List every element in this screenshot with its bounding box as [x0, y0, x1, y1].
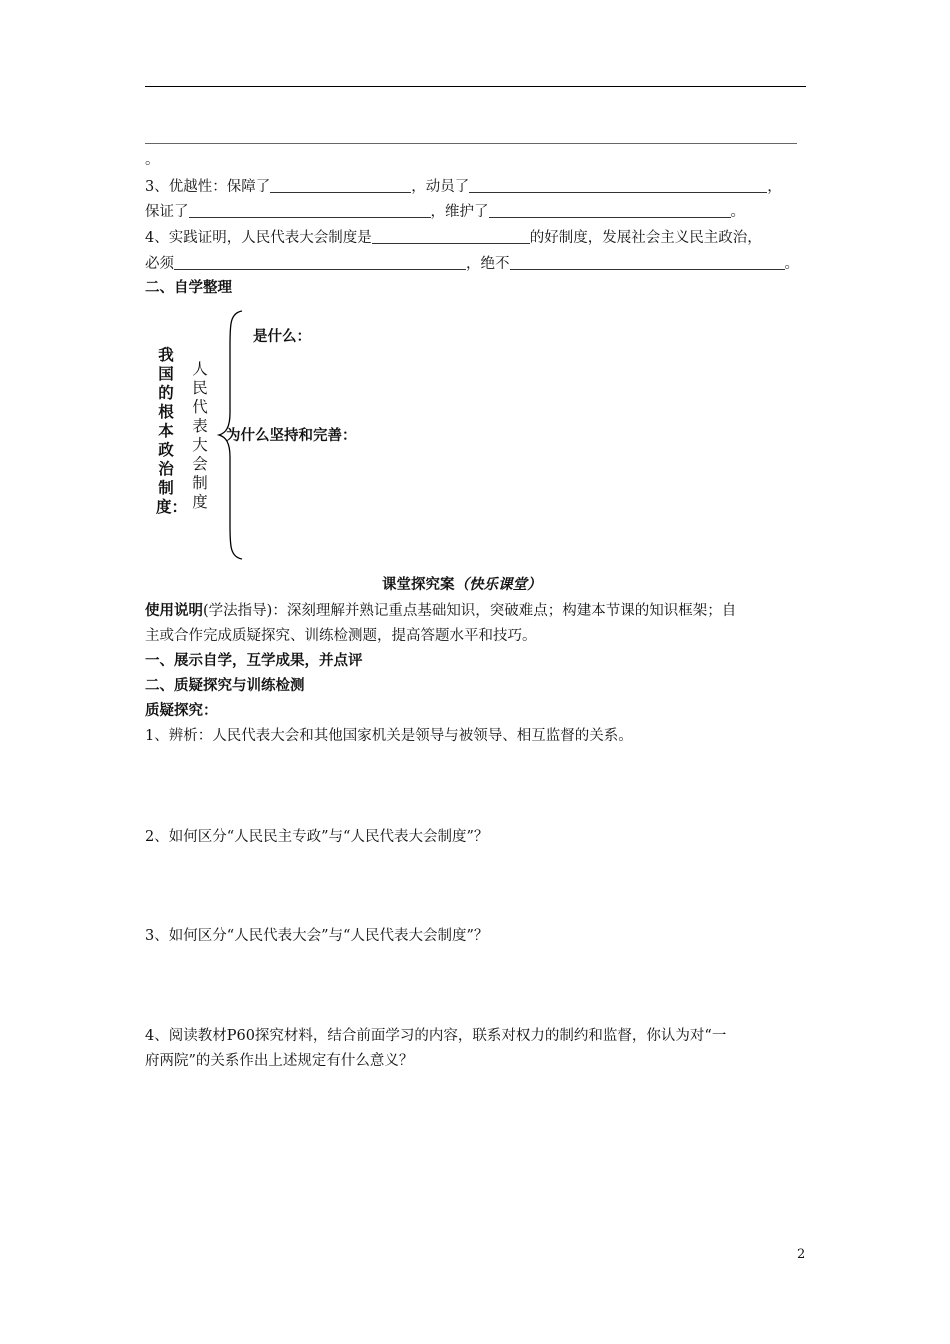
question-1: 1、辨析：人民代表大会和其他国家机关是领导与被领导、相互监督的关系。 — [145, 728, 633, 744]
class-title: 课堂探究案 — [382, 577, 455, 593]
diagram-branch-what: 是什么： — [253, 329, 311, 345]
q3-text-e: ，维护了 — [430, 204, 489, 220]
q3-blank-1[interactable] — [270, 178, 411, 193]
question-3: 3、如何区分“人民代表大会”与“人民代表大会制度”？ — [145, 928, 489, 944]
question-4-line2: 府两院”的关系作出上述规定有什么意义？ — [145, 1053, 414, 1069]
usage-line2: 主或合作完成质疑探究、训练检测题，提高答题水平和技巧。 — [145, 628, 537, 644]
part2-heading: 二、质疑探究与训练检测 — [145, 678, 305, 694]
section2-title: 二、自学整理 — [145, 280, 232, 296]
q3-text-f: 。 — [730, 204, 745, 220]
diagram-outer-label: 我国的根本政治制度： — [156, 346, 188, 516]
diagram-inner-label: 人民代表大会制度 — [192, 360, 208, 511]
top-rule — [145, 86, 806, 87]
q3-line2 — [145, 202, 745, 222]
q4-line1 — [145, 228, 762, 248]
answer-line — [145, 143, 797, 144]
q3-text-d: 保证了 — [145, 204, 189, 220]
page-number: 2 — [797, 1247, 806, 1262]
q4-blank-1[interactable] — [372, 229, 530, 244]
class-heading — [382, 575, 542, 595]
q3-blank-2[interactable] — [469, 178, 767, 193]
usage-line1 — [145, 601, 736, 621]
q4-text-a: 4、实践证明，人民代表大会制度是 — [145, 230, 372, 246]
q3-text-b: ，动员了 — [411, 179, 470, 195]
diagram-branch-why: 为什么坚持和完善： — [226, 428, 357, 444]
inquiry-title: 质疑探究： — [145, 703, 218, 719]
q3-text-a: 3、优越性：保障了 — [145, 179, 271, 195]
q4-line2 — [145, 254, 799, 274]
question-2: 2、如何区分“人民民主专政”与“人民代表大会制度”？ — [145, 829, 489, 845]
q4-blank-2[interactable] — [174, 255, 466, 270]
q4-blank-3[interactable] — [510, 255, 785, 270]
question-4-line1: 4、阅读教材P60探究材料，结合前面学习的内容，联系对权力的制约和监督，你认为对“一 — [145, 1028, 727, 1044]
q4-text-e: 。 — [784, 256, 799, 272]
usage-text1: (学法指导)：深刻理解并熟记重点基础知识，突破难点；构建本节课的知识框架；自 — [203, 603, 737, 619]
q3-text-c: ， — [767, 179, 782, 195]
usage-label: 使用说明 — [145, 603, 203, 619]
q4-text-d: ，绝不 — [466, 256, 510, 272]
q3-blank-3[interactable] — [189, 203, 431, 218]
q3-blank-4[interactable] — [489, 203, 731, 218]
part1-heading: 一、展示自学，互学成果，并点评 — [145, 653, 363, 669]
q4-text-b: 的好制度，发展社会主义民主政治， — [529, 230, 762, 246]
answer-line-end: 。 — [145, 152, 160, 168]
q3-line1 — [145, 177, 782, 197]
q4-text-c: 必须 — [145, 256, 174, 272]
class-subtitle: （快乐课堂） — [454, 577, 542, 593]
